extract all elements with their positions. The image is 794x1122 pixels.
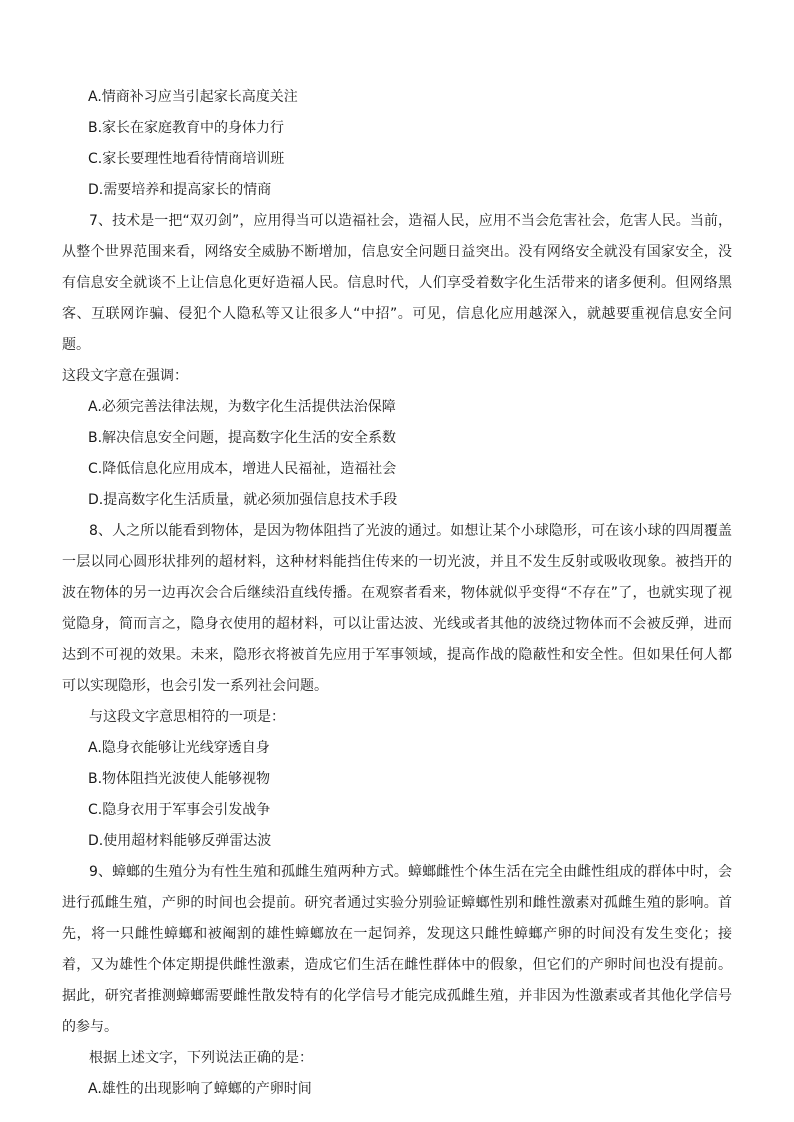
q8-option-a: A.隐身衣能够让光线穿透自身 — [88, 740, 270, 756]
q8-option-d: D.使用超材料能够反弹雷达波 — [88, 833, 272, 849]
q7-prompt: 这段文字意在强调： — [62, 368, 188, 384]
q8-prompt: 与这段文字意思相符的一项是： — [89, 709, 285, 725]
q9-prompt: 根据上述文字，下列说法正确的是： — [89, 1050, 313, 1066]
q9-option-a: A.雄性的出现影响了蟑螂的产卵时间 — [88, 1081, 312, 1097]
q8-passage: 8、人之所以能看到物体，是因为物体阻挡了光波的通过。如想让某个小球隐形，可在该小球的四周覆盖一层以同心圆形状排列的超材料，这种材料能挡住传来的一切光波，并且不发生反射或吸收现象。被挡开的波在物体的另一边再次会合后继续沿直线传播。在观察者看来，物体就似乎变得“不存在”了，也就实现了视觉隐身，简而言之，隐身衣使用的超材料，可以让雷达波、光线或者其他的波绕过物体而不会被反弹，进而达到不可视的效果。未来，隐形衣将被首先应用于军事领域，提高作战的隐蔽性和安全性。但如果任何人都可以实现隐形，也会引发一系列社会问题。 — [62, 523, 732, 694]
q7-passage: 7、技术是一把“双刃剑”，应用得当可以造福社会，造福人民，应用不当会危害社会，危害人民。当前，从整个世界范围来看，网络安全威胁不断增加，信息安全问题日益突出。没有网络安全就没有国家安全，没有信息安全就谈不上让信息化更好造福人民。信息时代，人们享受着数字化生活带来的诸多便利。但网络黑客、互联网诈骗、侵犯个人隐私等又让很多人“中招”。可见，信息化应用越深入，就越要重视信息安全问题。 — [62, 213, 732, 353]
q7-option-d: D.提高数字化生活质量，就必须加强信息技术手段 — [88, 492, 398, 508]
q6-option-d: D.需要培养和提高家长的情商 — [88, 182, 272, 198]
question-7 — [62, 206, 732, 516]
q7-option-b: B.解决信息安全问题，提高数字化生活的安全系数 — [88, 430, 397, 446]
q6-options — [62, 82, 732, 206]
q7-option-c: C.降低信息化应用成本，增进人民福祉，造福社会 — [88, 461, 397, 477]
q9-passage: 9、蟑螂的生殖分为有性生殖和孤雌生殖两种方式。蟑螂雌性个体生活在完全由雌性组成的群体中时，会进行孤雌生殖，产卵的时间也会提前。研究者通过实验分别验证蟑螂性别和雌性激素对孤雌生殖的影响。首先，将一只雌性蟑螂和被阉割的雄性蟑螂放在一起饲养，发现这只雌性蟑螂产卵的时间没有发生变化；接着，又为雄性个体定期提供雌性激素，造成它们生活在雌性群体中的假象，但它们的产卵时间也没有提前。据此，研究者推测蟑螂需要雌性散发特有的化学信号才能完成孤雌生殖，并非因为性激素或者其他化学信号的参与。 — [62, 864, 732, 1035]
q6-option-a: A.情商补习应当引起家长高度关注 — [88, 89, 298, 105]
question-8 — [62, 516, 732, 857]
q7-option-a: A.必须完善法律法规，为数字化生活提供法治保障 — [88, 399, 396, 415]
q6-option-c: C.家长要理性地看待情商培训班 — [88, 151, 285, 167]
q6-option-b: B.家长在家庭教育中的身体力行 — [88, 120, 285, 136]
q8-option-c: C.隐身衣用于军事会引发战争 — [88, 802, 271, 818]
q8-option-b: B.物体阻挡光波使人能够视物 — [88, 771, 271, 787]
question-9 — [62, 857, 732, 1105]
